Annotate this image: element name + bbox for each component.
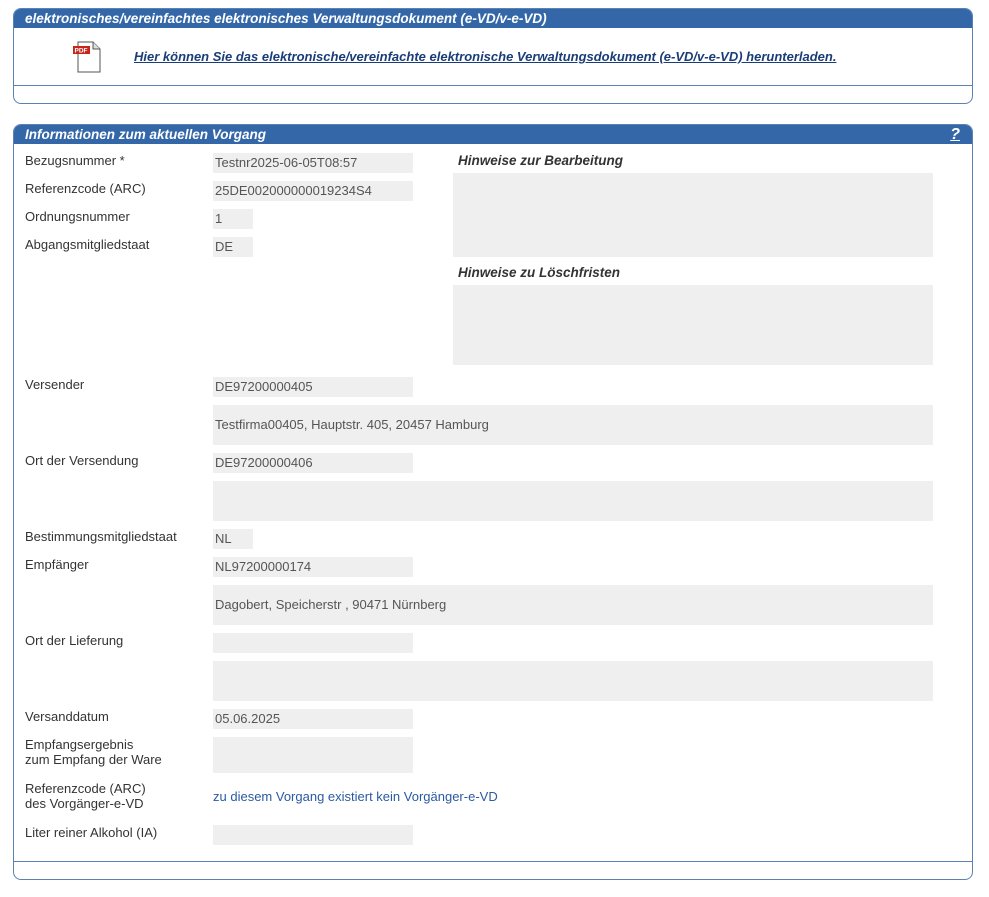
value-liter-alkohol	[213, 825, 413, 845]
label-ordnungsnummer: Ordnungsnummer	[25, 209, 130, 224]
pdf-icon[interactable]	[72, 41, 102, 73]
value-empfaenger-address: Dagobert, Speicherstr , 90471 Nürnberg	[213, 585, 933, 625]
help-icon[interactable]: ?	[950, 126, 960, 143]
label-empfaenger: Empfänger	[25, 557, 89, 572]
label-bestimmungsmitgliedstaat: Bestimmungsmitgliedstaat	[25, 529, 177, 544]
value-ordnungsnummer: 1	[213, 209, 253, 229]
value-empfaenger: NL97200000174	[213, 557, 413, 577]
value-ort-versendung-address	[213, 481, 933, 521]
no-predecessor-link[interactable]: zu diesem Vorgang existiert kein Vorgänger-e-VD	[213, 789, 498, 804]
label-empfangsergebnis-line1: Empfangsergebnis	[25, 737, 134, 752]
panel-divider	[14, 861, 972, 862]
value-ort-lieferung-address	[213, 661, 933, 701]
download-document-link[interactable]: Hier können Sie das elektronische/vereinfachte elektronische Verwaltungsdokument (e-VD/v-e-VD) herunterladen.	[134, 49, 837, 64]
value-bezugsnummer: Testnr2025-06-05T08:57	[213, 153, 413, 173]
info-panel	[13, 124, 973, 880]
hint-bearbeitung-box	[453, 173, 933, 257]
label-ort-lieferung: Ort der Lieferung	[25, 633, 124, 648]
value-empfangsergebnis	[213, 737, 413, 773]
label-referenzcode-vorgaenger-line1: Referenzcode (ARC)	[25, 781, 146, 796]
value-referenzcode: 25DE002000000019234S4	[213, 181, 413, 201]
hint-loeschfristen-title: Hinweise zu Löschfristen	[458, 265, 621, 280]
label-ort-versendung: Ort der Versendung	[25, 453, 139, 468]
hint-bearbeitung-title: Hinweise zur Bearbeitung	[458, 153, 624, 168]
pdf-icon-label: PDF	[74, 47, 88, 55]
value-ort-lieferung	[213, 633, 413, 653]
label-referenzcode-vorgaenger	[25, 781, 146, 811]
label-referenzcode: Referenzcode (ARC)	[25, 181, 146, 196]
value-versender-address: Testfirma00405, Hauptstr. 405, 20457 Hamburg	[213, 405, 933, 445]
download-panel-title: elektronisches/vereinfachtes elektronisches Verwaltungsdokument (e-VD/v-e-VD)	[14, 9, 972, 28]
label-versanddatum: Versanddatum	[25, 709, 109, 724]
label-empfangsergebnis-line2: zum Empfang der Ware	[25, 752, 162, 767]
label-versender: Versender	[25, 377, 85, 392]
label-empfangsergebnis	[25, 737, 162, 767]
label-referenzcode-vorgaenger-line2: des Vorgänger-e-VD	[25, 796, 144, 811]
label-abgangsmitgliedstaat: Abgangsmitgliedstaat	[25, 237, 150, 252]
info-panel-title-text: Informationen zum aktuellen Vorgang	[25, 127, 267, 142]
label-liter-alkohol: Liter reiner Alkohol (IA)	[25, 825, 158, 840]
info-panel-title	[14, 125, 972, 144]
value-ort-versendung: DE97200000406	[213, 453, 413, 473]
label-bezugsnummer: Bezugsnummer *	[25, 153, 125, 168]
panel-divider	[14, 85, 972, 86]
value-abgangsmitgliedstaat: DE	[213, 237, 253, 257]
value-bestimmungsmitgliedstaat: NL	[213, 529, 253, 549]
hint-loeschfristen-box	[453, 285, 933, 365]
value-versanddatum: 05.06.2025	[213, 709, 413, 729]
value-versender: DE97200000405	[213, 377, 413, 397]
download-panel	[13, 8, 973, 104]
